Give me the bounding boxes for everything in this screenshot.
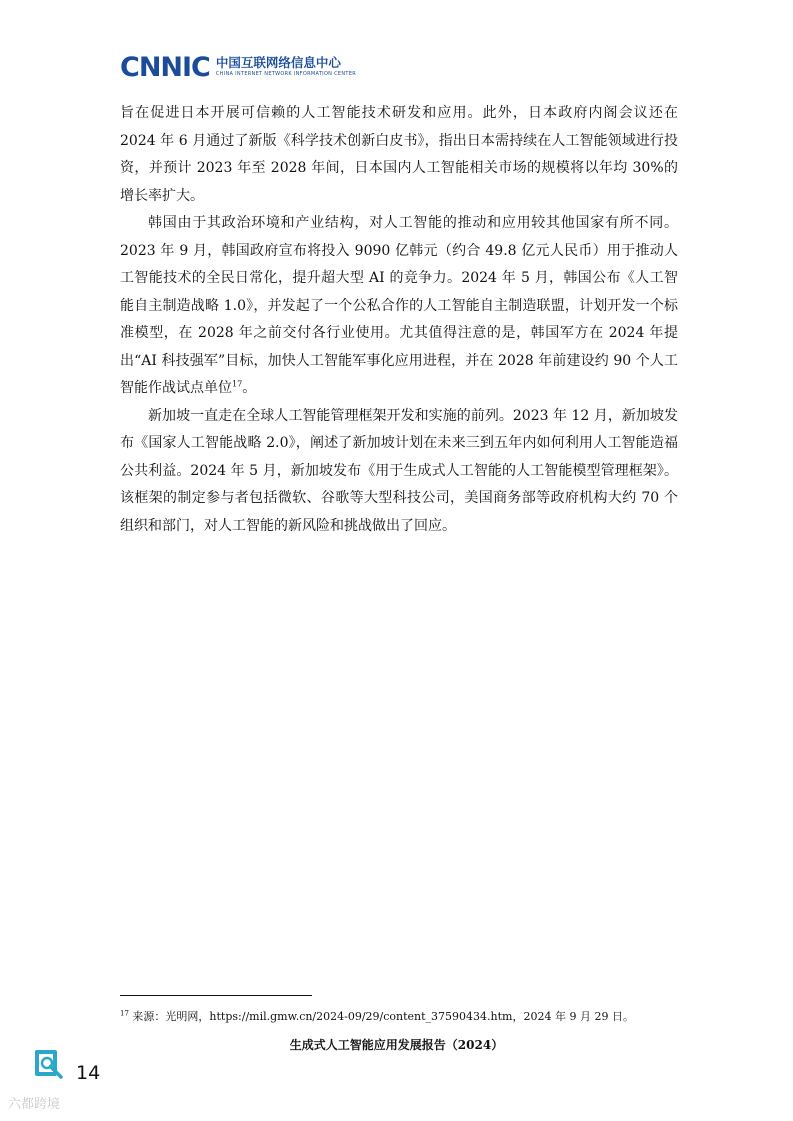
paragraph-korea-end: 。: [242, 380, 257, 396]
footnote-number: 17: [120, 1009, 129, 1018]
footnote-text[interactable]: 来源：光明网，https://mil.gmw.cn/2024-09/29/content_37590434.htm，2024 年 9 月 29 日。: [128, 1010, 634, 1023]
org-name-en: CHINA INTERNET NETWORK INFORMATION CENTER: [215, 71, 356, 77]
magnifier-document-icon: [32, 1048, 64, 1080]
paragraph-korea: [120, 210, 678, 403]
paragraph-singapore: 新加坡一直走在全球人工智能管理框架开发和实施的前列。2023 年 12 月，新加坡发布《国家人工智能战略 2.0》，阐述了新加坡计划在未来三到五年内如何利用人工智能造福公共利益。2024 年 5 月，新加坡发布《用于生成式人工智能的人工智能模型管理框架》。该框架的制定参与者包括微软、谷歌等大型科技公司，美国商务部等政府机构大约 70 个组织和部门，对人工智能的新风险和挑战做出了回应。: [120, 407, 678, 534]
org-name-cn: 中国互联网络信息中心: [215, 55, 341, 70]
footnote-ref[interactable]: 17: [232, 379, 243, 389]
footnote-divider: [120, 995, 312, 996]
page-header: [120, 50, 356, 84]
footnote: [120, 1009, 634, 1025]
paragraph-japan: 旨在促进日本开展可信赖的人工智能技术研发和应用。此外，日本政府内阁会议还在 2024 年 6 月通过了新版《科学技术创新白皮书》，指出日本需持续在人工智能领域进行投资，并预计 2023 年至 2028 年间，日本国内人工智能相关市场的规模将以年均 30%的增长率扩大。: [120, 105, 678, 204]
org-name-block: [216, 56, 356, 78]
report-title-footer: 生成式人工智能应用发展报告（2024）: [289, 1038, 504, 1052]
watermark: 六都跨境: [8, 1097, 61, 1112]
page-number: 14: [76, 1062, 101, 1084]
body-text: [120, 100, 678, 540]
paragraph-korea-text: 韩国由于其政治环境和产业结构，对人工智能的推动和应用较其他国家有所不同。2023 年 9 月，韩国政府宣布将投入 9090 亿韩元（约合 49.8 亿元人民币）用于推动人工智能技术的全民日常化，提升超大型 AI 的竞争力。2024 年 5 月，韩国公布《人工智能自主制造战略 1.0》，并发起了一个公私合作的人工智能自主制造联盟，计划开发一个标准模型，在 2028 年之前交付各行业使用。尤其值得注意的是，韩国军方在 2024 年提出“AI 科技强军”目标，加快人工智能军事化应用进程，并在 2028 年前建设约 90 个人工智能作战试点单位: [120, 215, 678, 396]
cnnic-logo: CNNIC: [120, 51, 210, 83]
